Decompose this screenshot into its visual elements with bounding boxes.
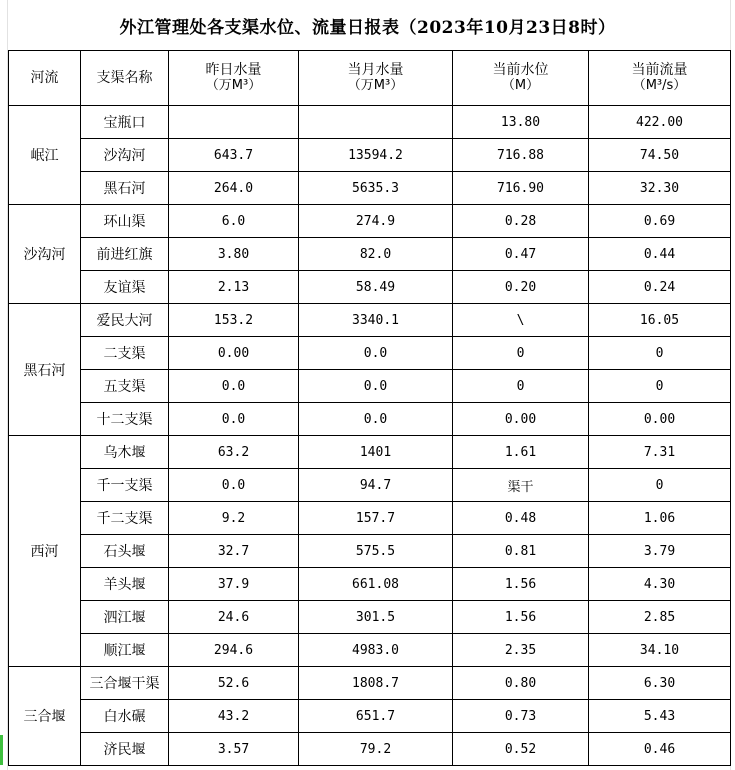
yesterday-volume-cell[interactable]: 0.00 bbox=[169, 337, 299, 370]
branch-name-cell[interactable]: 环山渠 bbox=[81, 205, 169, 238]
water-level-cell[interactable]: 渠干 bbox=[453, 469, 589, 502]
month-volume-cell[interactable]: 575.5 bbox=[299, 535, 453, 568]
yesterday-volume-cell[interactable]: 63.2 bbox=[169, 436, 299, 469]
flow-cell[interactable]: 74.50 bbox=[589, 139, 731, 172]
month-volume-cell[interactable]: 1808.7 bbox=[299, 667, 453, 700]
table-row bbox=[9, 700, 731, 733]
flow-cell[interactable]: 0.24 bbox=[589, 271, 731, 304]
month-volume-cell[interactable]: 79.2 bbox=[299, 733, 453, 766]
yesterday-volume-cell[interactable]: 37.9 bbox=[169, 568, 299, 601]
water-level-cell[interactable]: 0.48 bbox=[453, 502, 589, 535]
branch-name-cell[interactable]: 二支渠 bbox=[81, 337, 169, 370]
water-level-cell[interactable]: 0 bbox=[453, 337, 589, 370]
branch-name-cell[interactable]: 石头堰 bbox=[81, 535, 169, 568]
flow-cell[interactable]: 3.79 bbox=[589, 535, 731, 568]
header-flow[interactable] bbox=[589, 51, 731, 106]
flow-cell[interactable]: 7.31 bbox=[589, 436, 731, 469]
table-row bbox=[9, 271, 731, 304]
table-row bbox=[9, 634, 731, 667]
branch-name-cell[interactable]: 千二支渠 bbox=[81, 502, 169, 535]
header-yesterday-volume[interactable] bbox=[169, 51, 299, 106]
yesterday-volume-cell[interactable]: 52.6 bbox=[169, 667, 299, 700]
header-yesterday-label: 昨日水量 bbox=[205, 62, 262, 78]
branch-name-cell[interactable]: 千一支渠 bbox=[81, 469, 169, 502]
water-level-cell[interactable]: 0.00 bbox=[453, 403, 589, 436]
flow-cell[interactable]: 0.46 bbox=[589, 733, 731, 766]
flow-cell[interactable]: 6.30 bbox=[589, 667, 731, 700]
yesterday-volume-cell[interactable]: 153.2 bbox=[169, 304, 299, 337]
water-level-cell[interactable]: 0.28 bbox=[453, 205, 589, 238]
branch-name-cell[interactable]: 三合堰干渠 bbox=[81, 667, 169, 700]
month-volume-cell[interactable]: 13594.2 bbox=[299, 139, 453, 172]
branch-name-cell[interactable]: 羊头堰 bbox=[81, 568, 169, 601]
table-row bbox=[9, 205, 731, 238]
flow-cell[interactable]: 0 bbox=[589, 370, 731, 403]
water-level-cell[interactable]: \ bbox=[453, 304, 589, 337]
yesterday-volume-cell[interactable]: 0.0 bbox=[169, 469, 299, 502]
water-level-cell[interactable]: 0.80 bbox=[453, 667, 589, 700]
table-row bbox=[9, 469, 731, 502]
table-row bbox=[9, 370, 731, 403]
water-level-cell[interactable]: 0.81 bbox=[453, 535, 589, 568]
yesterday-volume-cell[interactable]: 2.13 bbox=[169, 271, 299, 304]
water-level-cell[interactable]: 716.88 bbox=[453, 139, 589, 172]
branch-name-cell[interactable]: 白水碾 bbox=[81, 700, 169, 733]
table-row bbox=[9, 106, 731, 139]
flow-cell[interactable]: 4.30 bbox=[589, 568, 731, 601]
water-level-cell[interactable]: 2.35 bbox=[453, 634, 589, 667]
table-row bbox=[9, 139, 731, 172]
flow-cell[interactable]: 34.10 bbox=[589, 634, 731, 667]
month-volume-cell[interactable]: 0.0 bbox=[299, 337, 453, 370]
yesterday-volume-cell[interactable]: 0.0 bbox=[169, 403, 299, 436]
river-cell[interactable]: 沙沟河 bbox=[9, 205, 81, 304]
branch-name-cell[interactable]: 宝瓶口 bbox=[81, 106, 169, 139]
yesterday-volume-cell[interactable]: 6.0 bbox=[169, 205, 299, 238]
month-volume-cell[interactable]: 3340.1 bbox=[299, 304, 453, 337]
month-volume-cell[interactable]: 157.7 bbox=[299, 502, 453, 535]
branch-name-cell[interactable]: 沙沟河 bbox=[81, 139, 169, 172]
river-cell[interactable]: 西河 bbox=[9, 436, 81, 667]
table-row bbox=[9, 601, 731, 634]
month-volume-cell[interactable]: 0.0 bbox=[299, 370, 453, 403]
water-level-cell[interactable]: 716.90 bbox=[453, 172, 589, 205]
water-level-cell[interactable]: 0.52 bbox=[453, 733, 589, 766]
flow-cell[interactable]: 0 bbox=[589, 469, 731, 502]
branch-name-cell[interactable]: 爱民大河 bbox=[81, 304, 169, 337]
water-level-cell[interactable]: 0.20 bbox=[453, 271, 589, 304]
water-level-cell[interactable]: 0 bbox=[453, 370, 589, 403]
flow-cell[interactable]: 0.69 bbox=[589, 205, 731, 238]
yesterday-volume-cell[interactable]: 643.7 bbox=[169, 139, 299, 172]
flow-cell[interactable]: 1.06 bbox=[589, 502, 731, 535]
month-volume-cell[interactable]: 82.0 bbox=[299, 238, 453, 271]
branch-name-cell[interactable]: 乌木堰 bbox=[81, 436, 169, 469]
month-volume-cell[interactable] bbox=[299, 106, 453, 139]
month-volume-cell[interactable]: 274.9 bbox=[299, 205, 453, 238]
month-volume-cell[interactable]: 651.7 bbox=[299, 700, 453, 733]
header-flow-unit: （M³/s） bbox=[632, 78, 687, 93]
table-row bbox=[9, 304, 731, 337]
flow-cell[interactable]: 5.43 bbox=[589, 700, 731, 733]
flow-cell[interactable]: 2.85 bbox=[589, 601, 731, 634]
table-row bbox=[9, 238, 731, 271]
yesterday-volume-cell[interactable] bbox=[169, 106, 299, 139]
header-month-volume[interactable] bbox=[299, 51, 453, 106]
month-volume-cell[interactable]: 0.0 bbox=[299, 403, 453, 436]
branch-name-cell[interactable]: 黑石河 bbox=[81, 172, 169, 205]
flow-cell[interactable]: 422.00 bbox=[589, 106, 731, 139]
flow-cell[interactable]: 0.44 bbox=[589, 238, 731, 271]
month-volume-cell[interactable]: 301.5 bbox=[299, 601, 453, 634]
table-row bbox=[9, 436, 731, 469]
report-table bbox=[8, 50, 731, 766]
report-body bbox=[9, 106, 731, 766]
water-level-cell[interactable]: 0.73 bbox=[453, 700, 589, 733]
branch-name-cell[interactable]: 泗江堰 bbox=[81, 601, 169, 634]
river-cell[interactable]: 黑石河 bbox=[9, 304, 81, 436]
yesterday-volume-cell[interactable]: 24.6 bbox=[169, 601, 299, 634]
header-level-label: 当前水位 bbox=[492, 62, 549, 78]
river-cell[interactable]: 岷江 bbox=[9, 106, 81, 205]
header-level-unit: （M） bbox=[501, 78, 540, 93]
flow-cell[interactable]: 32.30 bbox=[589, 172, 731, 205]
flow-cell[interactable]: 0 bbox=[589, 337, 731, 370]
table-row bbox=[9, 337, 731, 370]
header-yesterday-unit: （万M³） bbox=[205, 78, 262, 93]
table-row bbox=[9, 667, 731, 700]
flow-cell[interactable]: 16.05 bbox=[589, 304, 731, 337]
header-row bbox=[9, 51, 731, 106]
header-water-level[interactable] bbox=[453, 51, 589, 106]
month-volume-cell[interactable]: 4983.0 bbox=[299, 634, 453, 667]
yesterday-volume-cell[interactable]: 3.80 bbox=[169, 238, 299, 271]
yesterday-volume-cell[interactable]: 32.7 bbox=[169, 535, 299, 568]
branch-name-cell[interactable]: 前进红旗 bbox=[81, 238, 169, 271]
row-indicator bbox=[0, 735, 3, 765]
month-volume-cell[interactable]: 1401 bbox=[299, 436, 453, 469]
water-level-cell[interactable]: 13.80 bbox=[453, 106, 589, 139]
table-row bbox=[9, 733, 731, 766]
flow-cell[interactable]: 0.00 bbox=[589, 403, 731, 436]
table-row bbox=[9, 502, 731, 535]
table-row bbox=[9, 172, 731, 205]
yesterday-volume-cell[interactable]: 43.2 bbox=[169, 700, 299, 733]
table-row bbox=[9, 403, 731, 436]
yesterday-volume-cell[interactable]: 3.57 bbox=[169, 733, 299, 766]
yesterday-volume-cell[interactable]: 294.6 bbox=[169, 634, 299, 667]
branch-name-cell[interactable]: 顺江堰 bbox=[81, 634, 169, 667]
yesterday-volume-cell[interactable]: 9.2 bbox=[169, 502, 299, 535]
yesterday-volume-cell[interactable]: 264.0 bbox=[169, 172, 299, 205]
header-month-unit: （万M³） bbox=[347, 78, 404, 93]
table-row bbox=[9, 568, 731, 601]
yesterday-volume-cell[interactable]: 0.0 bbox=[169, 370, 299, 403]
header-flow-label: 当前流量 bbox=[631, 62, 688, 78]
month-volume-cell[interactable]: 661.08 bbox=[299, 568, 453, 601]
report-title[interactable]: 外江管理处各支渠水位、流量日报表（2023年10月23日8时） bbox=[119, 17, 616, 38]
water-level-cell[interactable]: 0.47 bbox=[453, 238, 589, 271]
branch-name-cell[interactable]: 友谊渠 bbox=[81, 271, 169, 304]
month-volume-cell[interactable]: 94.7 bbox=[299, 469, 453, 502]
water-level-cell[interactable]: 1.56 bbox=[453, 601, 589, 634]
table-row bbox=[9, 535, 731, 568]
header-month-label: 当月水量 bbox=[347, 62, 404, 78]
month-volume-cell[interactable]: 5635.3 bbox=[299, 172, 453, 205]
branch-name-cell[interactable]: 五支渠 bbox=[81, 370, 169, 403]
branch-name-cell[interactable]: 济民堰 bbox=[81, 733, 169, 766]
river-cell[interactable]: 三合堰 bbox=[9, 667, 81, 766]
header-river[interactable]: 河流 bbox=[9, 51, 81, 106]
header-branch[interactable]: 支渠名称 bbox=[81, 51, 169, 106]
water-level-cell[interactable]: 1.61 bbox=[453, 436, 589, 469]
water-level-cell[interactable]: 1.56 bbox=[453, 568, 589, 601]
branch-name-cell[interactable]: 十二支渠 bbox=[81, 403, 169, 436]
month-volume-cell[interactable]: 58.49 bbox=[299, 271, 453, 304]
